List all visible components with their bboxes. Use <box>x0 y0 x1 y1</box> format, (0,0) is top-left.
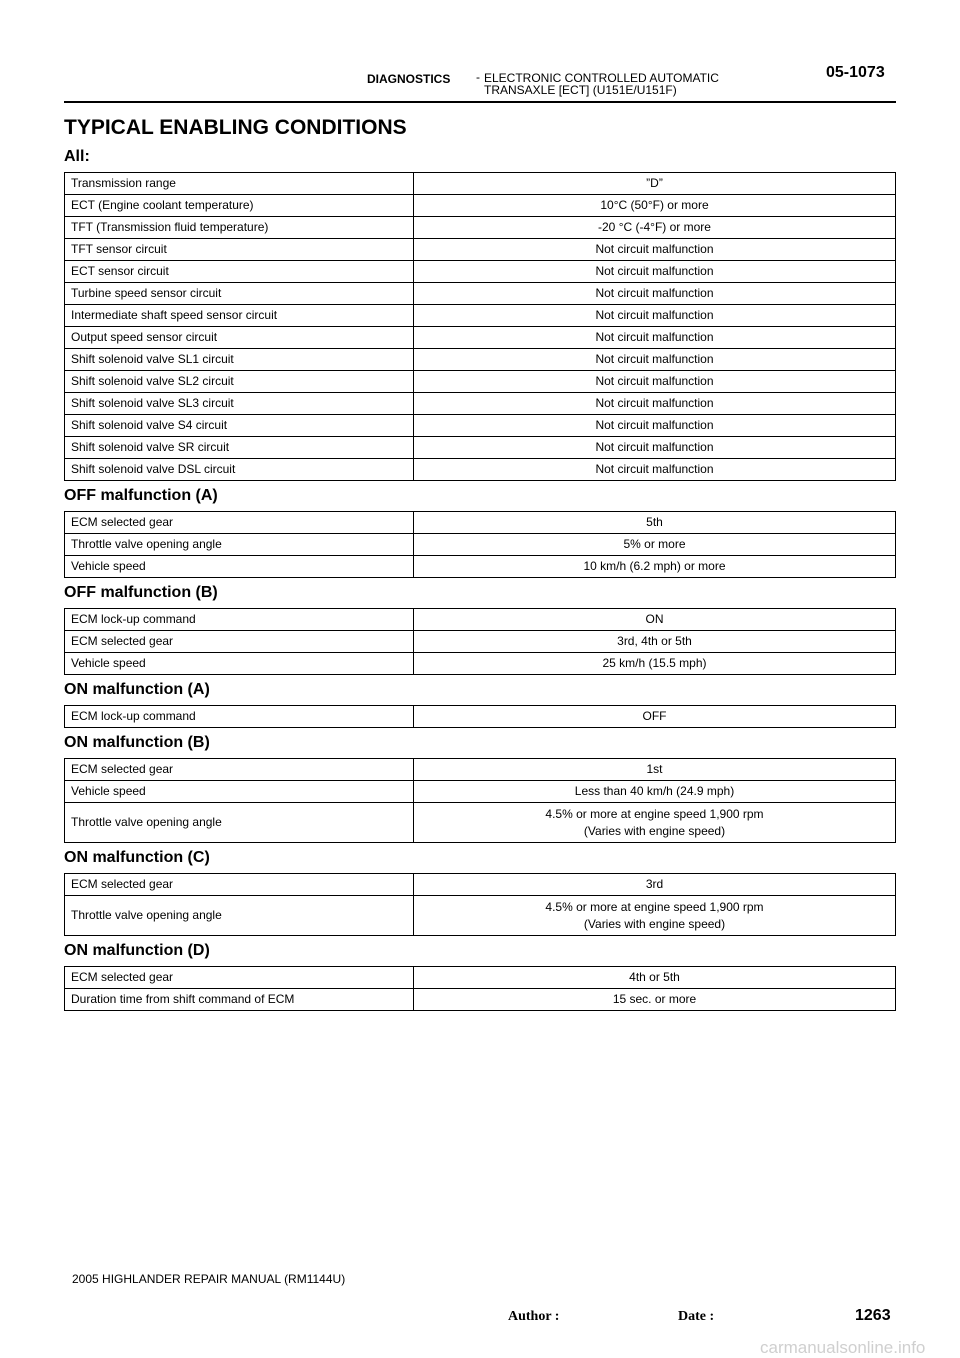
conditions-table <box>64 966 896 1011</box>
condition-value-line: Not circuit malfunction <box>595 462 714 476</box>
condition-value-line: Not circuit malfunction <box>595 440 714 454</box>
table-row <box>65 896 896 936</box>
condition-value <box>414 459 896 481</box>
condition-value <box>414 759 896 781</box>
table-row <box>65 781 896 803</box>
condition-value-line: Not circuit malfunction <box>595 418 714 432</box>
header-title <box>484 72 719 96</box>
table-row <box>65 759 896 781</box>
condition-value-line: Not circuit malfunction <box>595 330 714 344</box>
section-heading: ON malfunction (C) <box>64 849 210 866</box>
condition-value <box>414 305 896 327</box>
conditions-table <box>64 873 896 936</box>
condition-item: ECT sensor circuit <box>65 261 414 283</box>
condition-value <box>414 239 896 261</box>
table-row <box>65 415 896 437</box>
table-row <box>65 239 896 261</box>
condition-value <box>414 803 896 843</box>
condition-item: Vehicle speed <box>65 781 414 803</box>
condition-value <box>414 781 896 803</box>
header-page-code: 05-1073 <box>826 64 885 81</box>
condition-item: Shift solenoid valve SL2 circuit <box>65 371 414 393</box>
condition-value-line: Less than 40 km/h (24.9 mph) <box>574 784 735 798</box>
table-row <box>65 512 896 534</box>
condition-item: Shift solenoid valve SL3 circuit <box>65 393 414 415</box>
condition-value <box>414 653 896 675</box>
table-row <box>65 283 896 305</box>
condition-item: Transmission range <box>65 173 414 195</box>
condition-item: ECM selected gear <box>65 631 414 653</box>
section-heading: ON malfunction (A) <box>64 681 210 698</box>
condition-value-line: Not circuit malfunction <box>595 264 714 278</box>
condition-value <box>414 437 896 459</box>
table-row <box>65 217 896 239</box>
condition-item: Throttle valve opening angle <box>65 534 414 556</box>
condition-item: ECM lock-up command <box>65 609 414 631</box>
condition-value-line: Not circuit malfunction <box>595 286 714 300</box>
condition-value-line: 10 km/h (6.2 mph) or more <box>583 559 726 573</box>
table-row <box>65 305 896 327</box>
table-row <box>65 195 896 217</box>
condition-value <box>414 371 896 393</box>
condition-item: ECM selected gear <box>65 512 414 534</box>
condition-value-line: 4.5% or more at engine speed 1,900 rpm <box>545 899 764 914</box>
condition-value-line: 4.5% or more at engine speed 1,900 rpm <box>545 806 764 821</box>
table-row <box>65 393 896 415</box>
condition-value <box>414 967 896 989</box>
section-heading: ON malfunction (B) <box>64 734 210 751</box>
section-heading: OFF malfunction (A) <box>64 487 218 504</box>
condition-value <box>414 512 896 534</box>
condition-item: Vehicle speed <box>65 556 414 578</box>
condition-item: Output speed sensor circuit <box>65 327 414 349</box>
condition-item: Vehicle speed <box>65 653 414 675</box>
condition-value <box>414 173 896 195</box>
conditions-table <box>64 511 896 578</box>
condition-item: Shift solenoid valve SR circuit <box>65 437 414 459</box>
condition-value <box>414 874 896 896</box>
condition-value-line: 5% or more <box>623 537 686 551</box>
condition-value <box>414 534 896 556</box>
table-row <box>65 556 896 578</box>
watermark: carmanualsonline.info <box>760 1338 926 1357</box>
condition-value-line: 3rd, 4th or 5th <box>617 634 692 648</box>
table-row <box>65 803 896 843</box>
condition-item: TFT (Transmission fluid temperature) <box>65 217 414 239</box>
condition-item: Shift solenoid valve DSL circuit <box>65 459 414 481</box>
condition-item: ECT (Engine coolant temperature) <box>65 195 414 217</box>
conditions-table <box>64 758 896 843</box>
condition-item: TFT sensor circuit <box>65 239 414 261</box>
condition-value-line: ”D” <box>646 176 663 190</box>
condition-value <box>414 609 896 631</box>
condition-item: ECM selected gear <box>65 874 414 896</box>
condition-value <box>414 706 896 728</box>
header-title-line2: TRANSAXLE [ECT] (U151E/U151F) <box>484 83 677 97</box>
footer-manual-name: 2005 HIGHLANDER REPAIR MANUAL (RM1144U) <box>72 1272 346 1286</box>
condition-value-line: 1st <box>646 762 663 776</box>
conditions-content <box>64 142 896 1011</box>
condition-value-line: OFF <box>642 709 667 723</box>
condition-item: Throttle valve opening angle <box>65 896 414 936</box>
table-row <box>65 706 896 728</box>
table-row <box>65 609 896 631</box>
condition-item: Intermediate shaft speed sensor circuit <box>65 305 414 327</box>
table-row <box>65 874 896 896</box>
condition-value-line: Not circuit malfunction <box>595 396 714 410</box>
condition-value-line: (Varies with engine speed) <box>583 916 726 931</box>
condition-item: Shift solenoid valve SL1 circuit <box>65 349 414 371</box>
conditions-table <box>64 705 896 728</box>
condition-item: ECM lock-up command <box>65 706 414 728</box>
section-heading: All: <box>64 148 90 165</box>
condition-value-line: Not circuit malfunction <box>595 374 714 388</box>
condition-value-line: Not circuit malfunction <box>595 308 714 322</box>
condition-value <box>414 896 896 936</box>
condition-value-line: 5th <box>646 515 663 529</box>
page-title: TYPICAL ENABLING CONDITIONS <box>64 116 407 139</box>
section-heading: ON malfunction (D) <box>64 942 210 959</box>
condition-value <box>414 393 896 415</box>
condition-value <box>414 631 896 653</box>
conditions-table <box>64 172 896 481</box>
table-row <box>65 631 896 653</box>
condition-item: Duration time from shift command of ECM <box>65 989 414 1011</box>
condition-value <box>414 556 896 578</box>
table-row <box>65 327 896 349</box>
condition-value <box>414 989 896 1011</box>
condition-value <box>414 195 896 217</box>
condition-value-line: Not circuit malfunction <box>595 352 714 366</box>
header-dash: - <box>476 70 480 84</box>
condition-item: Throttle valve opening angle <box>65 803 414 843</box>
footer-author-label: Author : <box>508 1309 560 1324</box>
header-category: DIAGNOSTICS <box>367 72 451 86</box>
condition-value-line: 25 km/h (15.5 mph) <box>602 656 707 670</box>
condition-value-line: Not circuit malfunction <box>595 242 714 256</box>
table-row <box>65 349 896 371</box>
condition-value <box>414 283 896 305</box>
condition-value <box>414 327 896 349</box>
header-rule <box>64 101 896 103</box>
condition-value-line: 3rd <box>645 877 664 891</box>
table-row <box>65 437 896 459</box>
condition-item: Turbine speed sensor circuit <box>65 283 414 305</box>
table-row <box>65 967 896 989</box>
header-title-line1: ELECTRONIC CONTROLLED AUTOMATIC <box>484 71 719 85</box>
condition-item: ECM selected gear <box>65 759 414 781</box>
table-row <box>65 989 896 1011</box>
table-row <box>65 459 896 481</box>
table-row <box>65 371 896 393</box>
table-row <box>65 653 896 675</box>
condition-value-line: 4th or 5th <box>629 970 680 984</box>
condition-value-line: -20 °C (-4°F) or more <box>598 220 711 234</box>
condition-value-line: 10°C (50°F) or more <box>600 198 709 212</box>
conditions-table <box>64 608 896 675</box>
condition-value <box>414 217 896 239</box>
table-row <box>65 261 896 283</box>
section-heading: OFF malfunction (B) <box>64 584 218 601</box>
table-row <box>65 173 896 195</box>
condition-value-line: ON <box>645 612 664 626</box>
condition-item: ECM selected gear <box>65 967 414 989</box>
condition-value-line: 15 sec. or more <box>612 992 697 1006</box>
condition-value-line: (Varies with engine speed) <box>583 823 726 838</box>
condition-value <box>414 349 896 371</box>
condition-item: Shift solenoid valve S4 circuit <box>65 415 414 437</box>
condition-value <box>414 261 896 283</box>
table-row <box>65 534 896 556</box>
condition-value <box>414 415 896 437</box>
footer-page-number: 1263 <box>855 1307 891 1324</box>
footer-date-label: Date : <box>678 1309 715 1324</box>
